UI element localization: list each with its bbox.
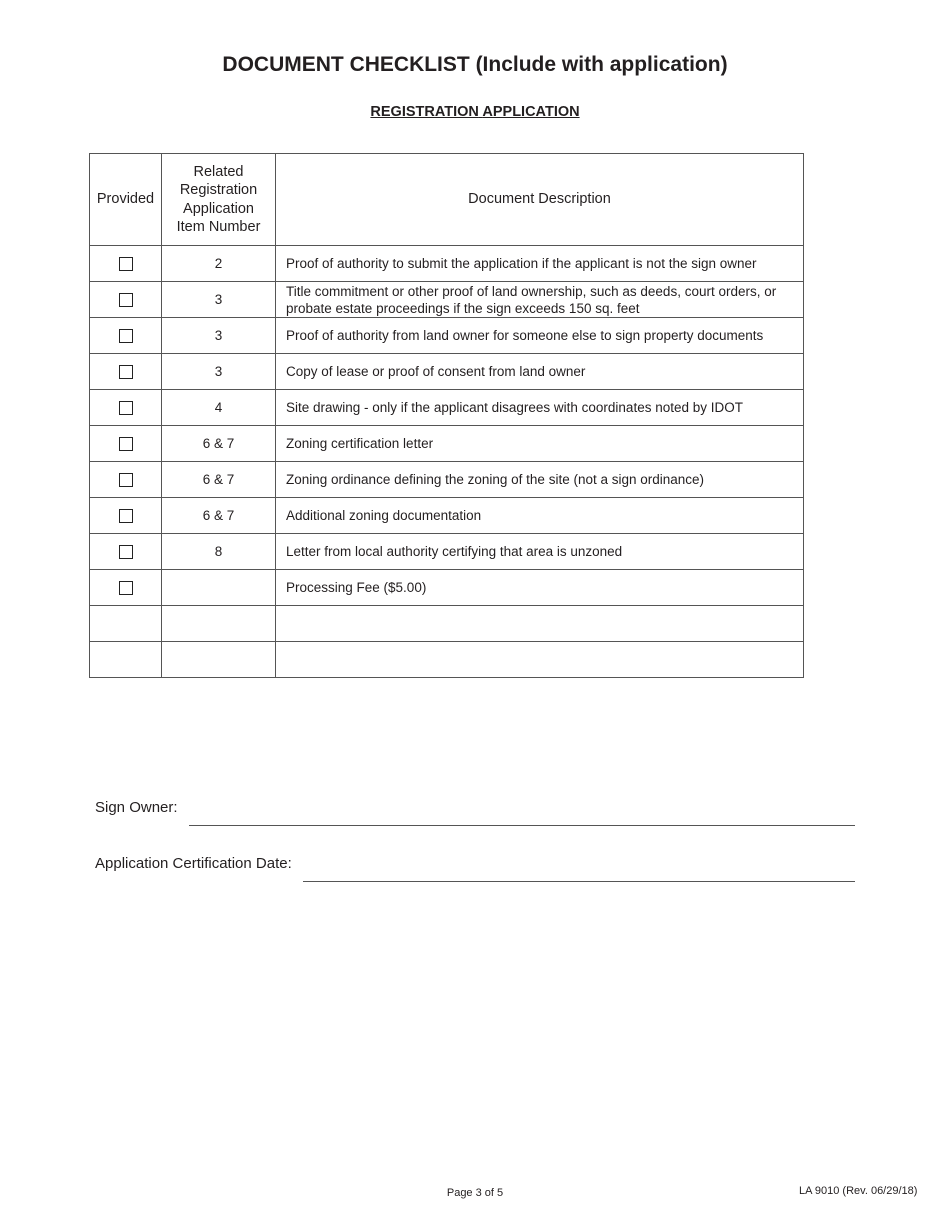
certification-date-label: Application Certification Date: — [95, 855, 292, 872]
page-number: Page 3 of 5 — [446, 1187, 504, 1199]
document-description-cell: Processing Fee ($5.00) — [276, 570, 804, 606]
provided-cell — [90, 282, 162, 318]
item-number-cell: 6 & 7 — [162, 426, 276, 462]
provided-cell — [90, 570, 162, 606]
provided-cell — [90, 246, 162, 282]
form-subtitle — [0, 104, 950, 120]
subtitle-word-1: REGISTRATION — [370, 104, 479, 120]
item-number-cell: 3 — [162, 318, 276, 354]
table-row — [90, 498, 804, 534]
header-item-line: Item Number — [176, 219, 261, 235]
document-description-cell: Site drawing - only if the applicant disagrees with coordinates noted by IDOT — [276, 390, 804, 426]
document-description-cell: Proof of authority from land owner for someone else to sign property documents — [276, 318, 804, 354]
provided-checkbox[interactable] — [119, 473, 133, 487]
header-item-line: Registration — [179, 182, 258, 198]
sign-owner-field[interactable] — [189, 825, 855, 826]
table-row — [90, 318, 804, 354]
provided-cell — [90, 498, 162, 534]
table-row — [90, 426, 804, 462]
provided-checkbox[interactable] — [119, 509, 133, 523]
provided-cell — [90, 390, 162, 426]
document-description-cell: Proof of authority to submit the application if the applicant is not the sign owner — [276, 246, 804, 282]
item-number-cell: 3 — [162, 282, 276, 318]
item-number-cell: 4 — [162, 390, 276, 426]
document-description-cell: Letter from local authority certifying that area is unzoned — [276, 534, 804, 570]
table-row — [90, 354, 804, 390]
table-row — [90, 534, 804, 570]
item-number-cell — [162, 642, 276, 678]
provided-checkbox[interactable] — [119, 401, 133, 415]
table-row — [90, 246, 804, 282]
page-title: DOCUMENT CHECKLIST (Include with application) — [222, 53, 728, 76]
item-number-cell — [162, 570, 276, 606]
document-description-cell: Title commitment or other proof of land ownership, such as deeds, court orders, or probate estate proceedings if the sign exceeds 150 sq. feet — [276, 282, 804, 318]
item-number-cell: 8 — [162, 534, 276, 570]
document-checklist-table — [89, 153, 804, 678]
header-item-line: Related — [193, 163, 244, 180]
header-item-number — [162, 154, 276, 246]
provided-checkbox[interactable] — [119, 293, 133, 307]
header-item-line: Application — [183, 200, 254, 217]
provided-checkbox[interactable] — [119, 257, 133, 271]
form-number: LA 9010 (Rev. 06/29/18) — [799, 1185, 918, 1197]
item-number-cell: 6 & 7 — [162, 498, 276, 534]
provided-checkbox[interactable] — [119, 329, 133, 343]
provided-checkbox[interactable] — [119, 365, 133, 379]
table-header-row — [90, 154, 804, 246]
subtitle-word-2: APPLICATION — [482, 104, 580, 120]
table-row — [90, 462, 804, 498]
provided-cell — [90, 606, 162, 642]
header-provided: Provided — [90, 154, 162, 246]
table-row — [90, 642, 804, 678]
item-number-cell: 2 — [162, 246, 276, 282]
table-row — [90, 570, 804, 606]
provided-checkbox[interactable] — [119, 545, 133, 559]
table-row — [90, 390, 804, 426]
provided-cell — [90, 426, 162, 462]
document-description-cell: Zoning certification letter — [276, 426, 804, 462]
document-description-cell: Additional zoning documentation — [276, 498, 804, 534]
document-description-cell: Zoning ordinance defining the zoning of the site (not a sign ordinance) — [276, 462, 804, 498]
item-number-cell: 3 — [162, 354, 276, 390]
provided-cell — [90, 318, 162, 354]
header-document-description: Document Description — [276, 154, 804, 246]
document-description-cell: Copy of lease or proof of consent from land owner — [276, 354, 804, 390]
certification-date-field[interactable] — [303, 881, 855, 882]
document-description-cell — [276, 642, 804, 678]
item-number-cell — [162, 606, 276, 642]
table-row — [90, 606, 804, 642]
provided-checkbox[interactable] — [119, 437, 133, 451]
provided-cell — [90, 642, 162, 678]
document-description-cell — [276, 606, 804, 642]
provided-cell — [90, 462, 162, 498]
table-row — [90, 282, 804, 318]
provided-cell — [90, 354, 162, 390]
sign-owner-label: Sign Owner: — [95, 799, 178, 816]
item-number-cell: 6 & 7 — [162, 462, 276, 498]
provided-cell — [90, 534, 162, 570]
provided-checkbox[interactable] — [119, 581, 133, 595]
